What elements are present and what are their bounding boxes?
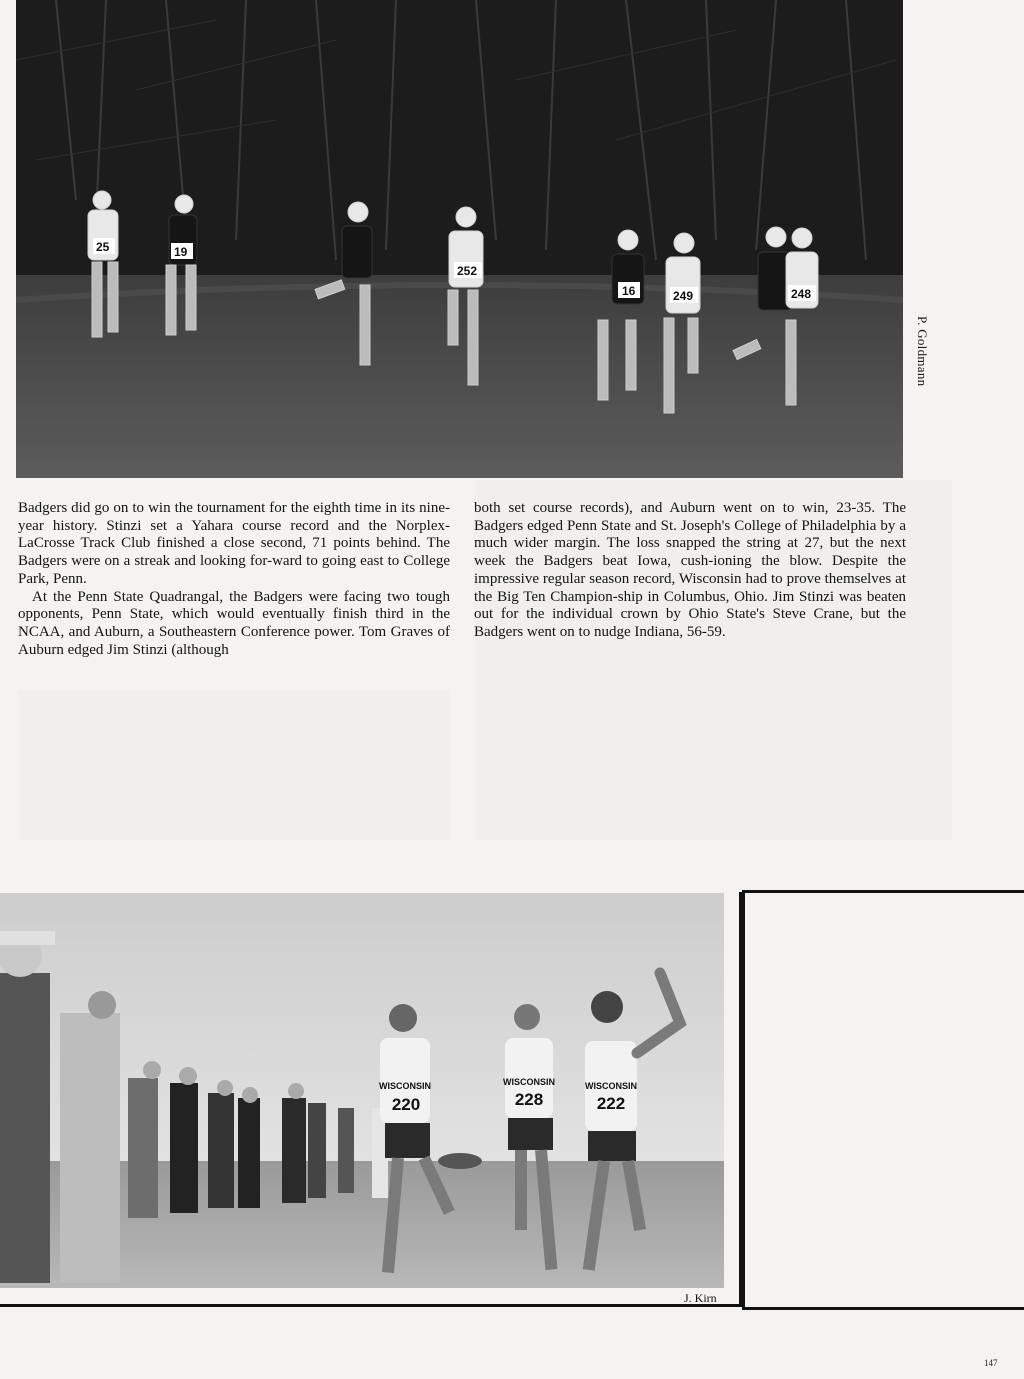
jersey-lettering: WISCONSIN <box>584 1081 638 1091</box>
bib-number: 248 <box>791 287 812 301</box>
empty-frame-box <box>742 890 1024 1310</box>
jersey-lettering: WISCONSIN <box>378 1081 432 1091</box>
article-column-left <box>18 500 450 659</box>
bib-number: 252 <box>457 264 478 278</box>
article-paragraph: Badgers did go on to win the tournament for the eighth time in its nine-year history. Stinzi set a Yahara course record and the Norplex-LaCrosse Track Club finished a close second, 71 points behind. The Badgers were on a streak and looking for-ward to going east to College Park, Penn. <box>18 500 450 587</box>
article-paragraph: At the Penn State Quadrangal, the Badgers were facing two tough opponents, Penn State, which would eventually finish third in the NCAA, and Auburn, a Southeastern Conference power. Tom Graves of Auburn edged Jim Stinzi (although <box>18 588 450 658</box>
finish-line-photo <box>0 893 724 1288</box>
bib-number: 19 <box>174 245 188 259</box>
bib-number: 25 <box>96 240 110 254</box>
cross-country-race-photo <box>16 0 903 478</box>
jersey-lettering: WISCONSIN <box>502 1077 556 1087</box>
bib-number: 228 <box>514 1090 544 1109</box>
page-number: 147 <box>984 1358 998 1368</box>
race-photo-illustration <box>16 0 903 478</box>
photo-credit-bottom: J. Kirn <box>684 1291 717 1305</box>
photo-credit-top: P. Goldmann <box>915 316 930 387</box>
show-through-left <box>18 690 450 840</box>
bib-number: 220 <box>391 1095 421 1114</box>
article-paragraph: both set course records), and Auburn went on to win, 23-35. The Badgers edged Penn State and St. Joseph's College of Philadelphia by a much wider margin. The loss snapped the string at 27, but the next week the Badgers beat Iowa, cush-ioning the blow. Despite the impressive regular season record, Wisconsin had to prove themselves at the Big Ten Champion-ship in Columbus, Ohio. Jim Stinzi was beaten out for the individual crown by Ohio State's Steve Crane, but the Badgers went on to nudge Indiana, 56-59. <box>474 500 906 640</box>
bib-number: 16 <box>622 284 636 298</box>
article-column-right <box>474 500 906 642</box>
finish-photo-illustration <box>0 893 724 1288</box>
bib-number: 249 <box>673 289 694 303</box>
bib-number: 222 <box>596 1094 626 1113</box>
